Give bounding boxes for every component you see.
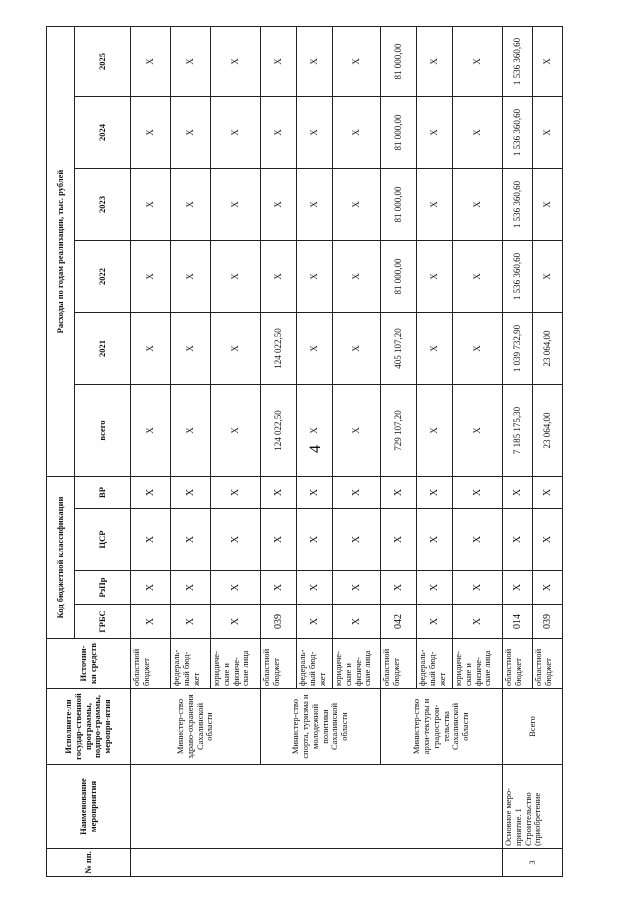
cell-source: федераль-ный бюд-жет [417,639,453,689]
cell-source: областной бюджет [131,639,171,689]
table-row [131,27,171,877]
cell-2024: 81 000,00 [381,97,417,169]
cell-2023: X [417,169,453,241]
cell-2025: X [297,27,333,97]
header-2024: 2024 [75,97,131,169]
cell-rzpr: X [211,571,261,605]
cell-name [131,765,503,849]
cell-2025: X [211,27,261,97]
cell-source: областной бюджет [381,639,417,689]
cell-vr: X [503,477,533,509]
cell-vr: X [211,477,261,509]
cell-total: 23 064,00 [533,385,563,477]
cell-source: юридиче-ские и физиче-ские лица [333,639,381,689]
cell-name: Основное меро-приятие. 1 Строительство (приобретение [503,765,563,849]
cell-2023: X [297,169,333,241]
cell-2022: X [297,241,333,313]
cell-total: X [453,385,503,477]
cell-total: X [333,385,381,477]
cell-2021: X [417,313,453,385]
cell-csr: X [417,509,453,571]
cell-rzpr: X [297,571,333,605]
cell-csr: X [261,509,297,571]
cell-source: областной бюджет [261,639,297,689]
cell-rzpr: X [171,571,211,605]
cell-rzpr: X [381,571,417,605]
cell-total: X [297,385,333,477]
cell-csr: X [211,509,261,571]
cell-csr: X [171,509,211,571]
cell-source: федераль-ный бюд-жет [171,639,211,689]
cell-2023: X [261,169,297,241]
header-total: всего [75,385,131,477]
header-rzpr: РзПр [75,571,131,605]
cell-grbs: X [417,605,453,639]
table-row [261,27,297,877]
cell-2023: 1 536 360,60 [503,169,533,241]
cell-2024: X [333,97,381,169]
cell-2021: X [333,313,381,385]
cell-num [131,849,503,877]
cell-source: областной бюджет [533,639,563,689]
cell-csr: X [503,509,533,571]
cell-source: юридиче-ские и физиче-ские лица [453,639,503,689]
cell-2025: X [453,27,503,97]
table-body [131,27,563,877]
cell-2023: X [211,169,261,241]
cell-2021: X [453,313,503,385]
cell-2025: 81 000,00 [381,27,417,97]
cell-executor: Министер-ство архи-тектуры и градострои-тельства Сахалинской области [381,689,503,765]
cell-total: X [417,385,453,477]
cell-2025: X [131,27,171,97]
header-csr: ЦСР [75,509,131,571]
header-2022: 2022 [75,241,131,313]
cell-2024: X [171,97,211,169]
cell-vr: X [381,477,417,509]
cell-vr: X [261,477,297,509]
cell-2022: X [131,241,171,313]
cell-2025: X [533,27,563,97]
cell-2021: X [131,313,171,385]
cell-2022: X [533,241,563,313]
cell-csr: X [453,509,503,571]
cell-2021: 405 107,20 [381,313,417,385]
cell-source: юридиче-ские и физиче-ские лица [211,639,261,689]
header-source: Источни-ки средств [47,639,131,689]
cell-vr: X [533,477,563,509]
cell-2025: X [261,27,297,97]
cell-csr: X [533,509,563,571]
table-row [503,27,533,877]
cell-vr: X [333,477,381,509]
header-executor: Исполните-ли государ-ственной программы, подпро-граммы, меропри-ятия [47,689,131,765]
cell-2024: X [261,97,297,169]
cell-2021: 23 064,00 [533,313,563,385]
cell-csr: X [131,509,171,571]
header-expenses: Расходы по годам реализации, тыс. рублей [47,27,75,477]
cell-vr: X [297,477,333,509]
header-2021: 2021 [75,313,131,385]
cell-total: 7 185 175,30 [503,385,533,477]
cell-2021: 124 022,50 [261,313,297,385]
cell-2025: X [417,27,453,97]
cell-2023: X [131,169,171,241]
cell-vr: X [417,477,453,509]
cell-2022: X [211,241,261,313]
cell-2024: X [453,97,503,169]
cell-rzpr: X [333,571,381,605]
cell-2025: X [171,27,211,97]
budget-table [46,26,563,877]
header-num: № пп. [47,849,131,877]
header-name: Наименование мероприятия [47,765,131,849]
cell-2023: X [453,169,503,241]
cell-2022: X [417,241,453,313]
cell-2024: X [211,97,261,169]
cell-grbs: 014 [503,605,533,639]
cell-vr: X [453,477,503,509]
cell-csr: X [297,509,333,571]
cell-grbs: X [297,605,333,639]
cell-2021: X [297,313,333,385]
cell-grbs: X [453,605,503,639]
cell-2024: 1 536 360,60 [503,97,533,169]
cell-2024: X [131,97,171,169]
cell-rzpr: X [453,571,503,605]
cell-num: 3 [503,849,563,877]
cell-2021: X [211,313,261,385]
header-2025: 2025 [75,27,131,97]
cell-rzpr: X [261,571,297,605]
cell-2022: X [261,241,297,313]
cell-grbs: 039 [261,605,297,639]
cell-rzpr: X [131,571,171,605]
cell-grbs: X [171,605,211,639]
cell-vr: X [171,477,211,509]
cell-total: 124 022,50 [261,385,297,477]
header-2023: 2023 [75,169,131,241]
cell-2024: X [297,97,333,169]
cell-grbs: 039 [533,605,563,639]
cell-grbs: 042 [381,605,417,639]
page-number: 4 [307,445,324,453]
cell-total: X [171,385,211,477]
cell-2025: X [333,27,381,97]
cell-rzpr: X [533,571,563,605]
cell-executor: Министер-ство здраво-охранения Сахалинской области [131,689,261,765]
header-vr: ВР [75,477,131,509]
header-grbs: ГРБС [75,605,131,639]
cell-grbs: X [333,605,381,639]
cell-2022: X [171,241,211,313]
cell-2022: 1 536 360,60 [503,241,533,313]
cell-2023: 81 000,00 [381,169,417,241]
cell-2024: X [417,97,453,169]
cell-csr: X [381,509,417,571]
cell-total: 729 107,20 [381,385,417,477]
cell-total: X [211,385,261,477]
cell-2025: 1 536 360,60 [503,27,533,97]
header-budget-code: Код бюджетной классификации [47,477,75,639]
cell-2022: X [333,241,381,313]
cell-2023: X [171,169,211,241]
cell-source: областной бюджет [503,639,533,689]
cell-rzpr: X [417,571,453,605]
cell-csr: X [333,509,381,571]
cell-grbs: X [131,605,171,639]
cell-2022: 81 000,00 [381,241,417,313]
cell-executor: Министер-ство спорта, туризма и молодежной политики Сахалинской области [261,689,381,765]
cell-source: федераль-ный бюд-жет [297,639,333,689]
cell-2023: X [333,169,381,241]
cell-2021: X [171,313,211,385]
cell-vr: X [131,477,171,509]
cell-2023: X [533,169,563,241]
cell-grbs: X [211,605,261,639]
cell-rzpr: X [503,571,533,605]
cell-total: X [131,385,171,477]
cell-2021: 1 039 732,90 [503,313,533,385]
table-row [381,27,417,877]
cell-2024: X [533,97,563,169]
cell-2022: X [453,241,503,313]
cell-executor: Всего [503,689,563,765]
